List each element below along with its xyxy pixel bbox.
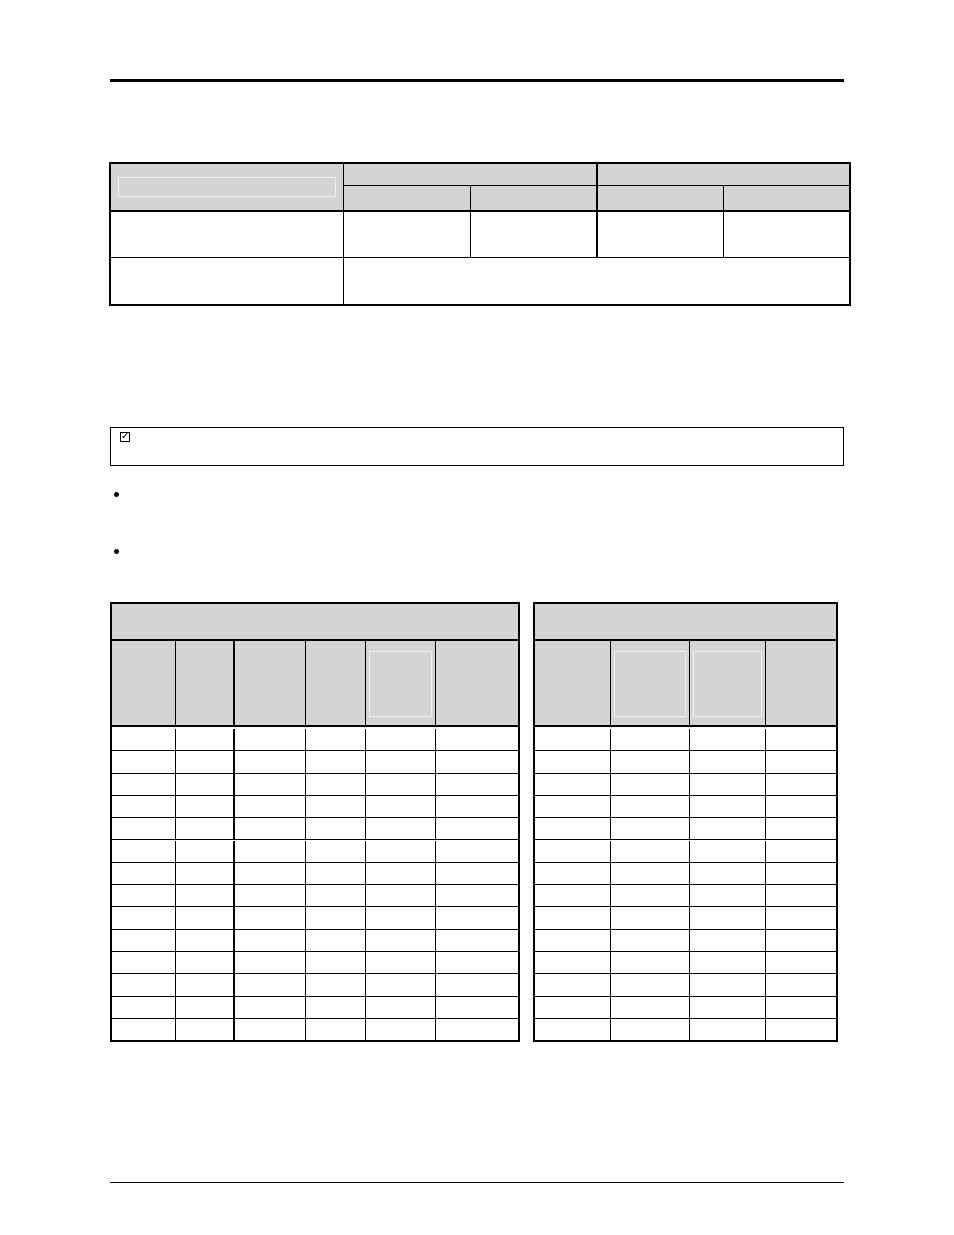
table-cell xyxy=(611,885,690,907)
table-cell xyxy=(306,1019,366,1041)
table-cell xyxy=(366,796,436,818)
table-cell xyxy=(366,1019,436,1041)
table-cell xyxy=(690,863,766,885)
table-cell xyxy=(611,997,690,1019)
table-cell xyxy=(611,930,690,952)
table-cell xyxy=(112,952,176,974)
left-table-column-header xyxy=(306,641,366,727)
table-cell xyxy=(112,885,176,907)
table-cell xyxy=(235,930,306,952)
table-cell xyxy=(535,774,611,796)
table-cell xyxy=(176,729,235,751)
right-table-column-header xyxy=(766,641,836,727)
table-cell xyxy=(366,930,436,952)
table-cell xyxy=(535,1019,611,1041)
table-cell xyxy=(535,796,611,818)
table-cell xyxy=(235,974,306,996)
left-table-column-header xyxy=(112,641,176,727)
table-cell xyxy=(766,818,836,840)
table-cell xyxy=(112,1019,176,1041)
table-cell xyxy=(766,907,836,929)
table-cell xyxy=(366,818,436,840)
table-cell xyxy=(535,729,611,751)
table-cell xyxy=(611,796,690,818)
table-cell xyxy=(176,930,235,952)
spec-row1-value-4 xyxy=(724,212,849,258)
table-cell xyxy=(235,863,306,885)
table-cell xyxy=(366,863,436,885)
table-cell xyxy=(112,774,176,796)
table-cell xyxy=(436,729,518,751)
right-table-column-header xyxy=(690,641,766,727)
table-cell xyxy=(766,863,836,885)
table-cell xyxy=(112,930,176,952)
table-cell xyxy=(306,751,366,773)
table-cell xyxy=(690,907,766,929)
spec-row1-value-3 xyxy=(598,212,724,258)
table-cell xyxy=(176,907,235,929)
table-cell xyxy=(112,751,176,773)
table-cell xyxy=(535,751,611,773)
table-cell xyxy=(611,863,690,885)
footer-rule xyxy=(110,1182,844,1183)
table-cell xyxy=(176,774,235,796)
table-cell xyxy=(235,751,306,773)
checkbox-checked-icon: ✓ xyxy=(121,431,130,442)
table-cell xyxy=(766,974,836,996)
table-cell xyxy=(611,751,690,773)
table-cell xyxy=(306,863,366,885)
table-cell xyxy=(366,952,436,974)
spec-row2-value xyxy=(344,258,849,304)
table-cell xyxy=(766,796,836,818)
table-cell xyxy=(112,974,176,996)
right-table-column-header xyxy=(611,641,690,727)
bullet-icon xyxy=(114,549,119,554)
table-cell xyxy=(436,885,518,907)
spec-row1-value-2 xyxy=(471,212,598,258)
table-cell xyxy=(611,841,690,863)
table-cell xyxy=(611,818,690,840)
table-cell xyxy=(176,952,235,974)
table-cell xyxy=(235,818,306,840)
table-cell xyxy=(690,796,766,818)
table-cell xyxy=(176,818,235,840)
table-cell xyxy=(306,952,366,974)
table-cell xyxy=(235,774,306,796)
left-table-column-header xyxy=(176,641,235,727)
table-cell xyxy=(306,818,366,840)
table-cell xyxy=(535,818,611,840)
table-cell xyxy=(436,907,518,929)
table-cell xyxy=(766,1019,836,1041)
spec-subheader-3 xyxy=(598,186,724,212)
table-cell xyxy=(235,885,306,907)
table-cell xyxy=(436,863,518,885)
table-cell xyxy=(366,907,436,929)
table-cell xyxy=(535,952,611,974)
table-cell xyxy=(306,974,366,996)
table-cell xyxy=(690,751,766,773)
table-cell xyxy=(690,774,766,796)
table-cell xyxy=(436,818,518,840)
table-cell xyxy=(436,1019,518,1041)
table-cell xyxy=(436,997,518,1019)
table-cell xyxy=(235,952,306,974)
left-table-column-header xyxy=(235,641,306,727)
table-cell xyxy=(306,997,366,1019)
table-cell xyxy=(235,1019,306,1041)
table-cell xyxy=(112,818,176,840)
table-cell xyxy=(306,907,366,929)
table-cell xyxy=(176,863,235,885)
table-cell xyxy=(535,885,611,907)
table-cell xyxy=(366,885,436,907)
spec-table xyxy=(109,162,851,306)
table-cell xyxy=(535,997,611,1019)
left-table-column-header xyxy=(436,641,518,727)
table-cell xyxy=(176,974,235,996)
table-cell xyxy=(436,930,518,952)
spec-header-left xyxy=(111,164,344,212)
table-cell xyxy=(306,774,366,796)
table-cell xyxy=(766,885,836,907)
table-cell xyxy=(112,863,176,885)
left-data-table xyxy=(110,602,520,1042)
table-cell xyxy=(235,907,306,929)
table-cell xyxy=(176,997,235,1019)
table-cell xyxy=(690,729,766,751)
table-cell xyxy=(611,974,690,996)
table-cell xyxy=(366,841,436,863)
table-cell xyxy=(176,796,235,818)
table-cell xyxy=(366,974,436,996)
table-cell xyxy=(535,930,611,952)
table-cell xyxy=(176,751,235,773)
table-cell xyxy=(235,997,306,1019)
table-cell xyxy=(112,729,176,751)
right-table-column-header xyxy=(535,641,611,727)
table-cell xyxy=(535,863,611,885)
table-cell xyxy=(112,907,176,929)
spec-row1-value-1 xyxy=(344,212,471,258)
table-cell xyxy=(306,885,366,907)
table-cell xyxy=(690,1019,766,1041)
table-cell xyxy=(436,974,518,996)
table-cell xyxy=(611,729,690,751)
table-cell xyxy=(436,774,518,796)
table-cell xyxy=(690,841,766,863)
table-cell xyxy=(112,796,176,818)
table-cell xyxy=(611,907,690,929)
right-table-title xyxy=(535,604,836,641)
table-cell xyxy=(436,751,518,773)
table-cell xyxy=(436,841,518,863)
spec-subheader-4 xyxy=(724,186,849,212)
table-cell xyxy=(766,930,836,952)
table-cell xyxy=(176,885,235,907)
table-cell xyxy=(611,1019,690,1041)
table-cell xyxy=(766,751,836,773)
table-cell xyxy=(611,952,690,974)
table-cell xyxy=(235,841,306,863)
right-data-table xyxy=(533,602,838,1042)
left-table-title xyxy=(112,604,518,641)
spec-group-header-2 xyxy=(598,164,849,186)
table-cell xyxy=(306,796,366,818)
spec-row2-label xyxy=(111,258,344,304)
table-cell xyxy=(766,729,836,751)
spec-group-header-1 xyxy=(344,164,598,186)
table-cell xyxy=(235,796,306,818)
spec-subheader-2 xyxy=(471,186,598,212)
table-cell xyxy=(766,997,836,1019)
bullet-icon xyxy=(114,492,119,497)
table-cell xyxy=(306,729,366,751)
spec-row1-label xyxy=(111,212,344,258)
spec-subheader-1 xyxy=(344,186,471,212)
table-cell xyxy=(366,729,436,751)
table-cell xyxy=(306,841,366,863)
table-cell xyxy=(766,774,836,796)
table-cell xyxy=(690,974,766,996)
left-table-column-header xyxy=(366,641,436,727)
table-cell xyxy=(690,952,766,974)
table-cell xyxy=(766,841,836,863)
table-cell xyxy=(535,841,611,863)
table-cell xyxy=(535,974,611,996)
table-cell xyxy=(690,930,766,952)
table-cell xyxy=(611,774,690,796)
header-rule xyxy=(110,79,844,82)
note-box xyxy=(110,427,844,466)
table-cell xyxy=(690,997,766,1019)
table-cell xyxy=(176,1019,235,1041)
table-cell xyxy=(766,952,836,974)
table-cell xyxy=(436,796,518,818)
table-cell xyxy=(535,907,611,929)
table-cell xyxy=(176,841,235,863)
table-cell xyxy=(690,818,766,840)
table-cell xyxy=(436,952,518,974)
table-cell xyxy=(235,729,306,751)
table-cell xyxy=(366,997,436,1019)
table-cell xyxy=(112,997,176,1019)
table-cell xyxy=(306,930,366,952)
table-cell xyxy=(366,774,436,796)
table-cell xyxy=(112,841,176,863)
table-cell xyxy=(366,751,436,773)
table-cell xyxy=(690,885,766,907)
